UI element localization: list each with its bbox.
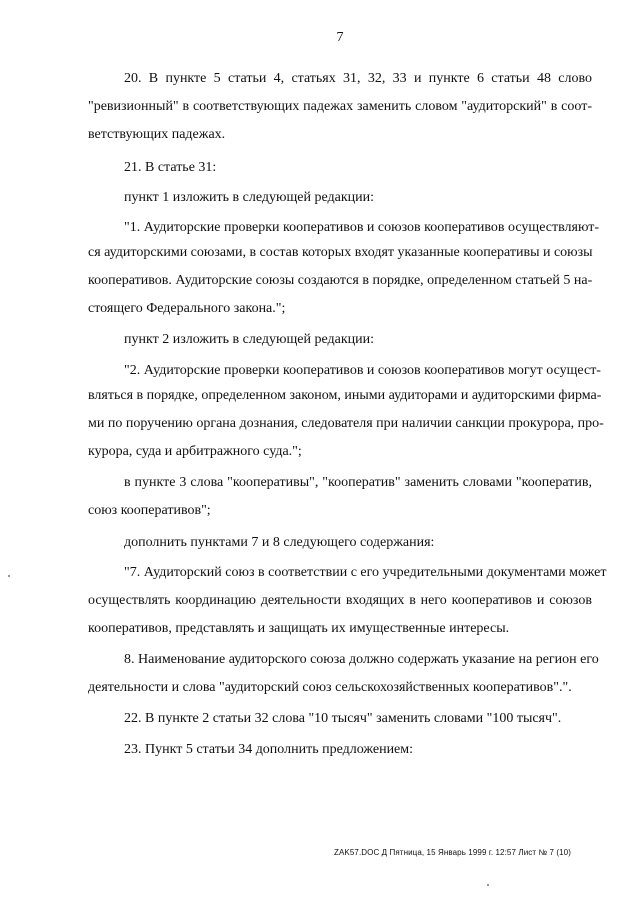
- text-line: вляться в порядке, определенном законом, иными аудиторами и аудиторскими фирма-: [88, 388, 602, 403]
- text-line: курора, суда и арбитражного суда.";: [88, 444, 302, 459]
- text-line: 20. В пункте 5 статьи 4, статьях 31, 32, 33 и пункте 6 статьи 48 слово: [124, 71, 592, 86]
- text-line: союз кооперативов";: [88, 503, 211, 518]
- text-line: пункт 1 изложить в следующей редакции:: [124, 190, 374, 205]
- scan-speck: [487, 884, 489, 886]
- text-line: пункт 2 изложить в следующей редакции:: [124, 332, 374, 347]
- text-line: дополнить пунктами 7 и 8 следующего содержания:: [124, 535, 435, 550]
- text-line: кооперативов, представлять и защищать их имущественные интересы.: [88, 621, 510, 636]
- text-line: "ревизионный" в соответствующих падежах заменить словом "аудиторский" в соот-: [88, 99, 592, 114]
- text-line: "1. Аудиторские проверки кооперативов и союзов кооперативов осуществляют-: [124, 220, 599, 235]
- text-line: стоящего Федерального закона.";: [88, 301, 286, 316]
- scan-speck: [8, 575, 10, 577]
- page-number: 7: [336, 30, 344, 45]
- text-line: 21. В статье 31:: [124, 160, 217, 175]
- text-line: ветствующих падежах.: [88, 127, 226, 142]
- document-footer: ZAK57.DOC Д Пятница, 15 Январь 1999 г. 12:57 Лист № 7 (10): [334, 848, 571, 857]
- text-line: осуществлять координацию деятельности входящих в него кооперативов и союзов: [88, 593, 592, 608]
- text-line: "7. Аудиторский союз в соответствии с его учредительными документами может: [124, 565, 607, 580]
- text-line: 23. Пункт 5 статьи 34 дополнить предложением:: [124, 742, 414, 757]
- text-line: 8. Наименование аудиторского союза должно содержать указание на регион его: [124, 652, 599, 667]
- text-line: в пункте 3 слова "кооперативы", "кооператив" заменить словами "кооператив,: [124, 475, 592, 490]
- text-line: деятельности и слова "аудиторский союз сельскохозяйственных кооперативов".".: [88, 680, 572, 695]
- text-line: 22. В пункте 2 статьи 32 слова "10 тысяч" заменить словами "100 тысяч".: [124, 711, 562, 726]
- text-line: "2. Аудиторские проверки кооперативов и союзов кооперативов могут осущест-: [124, 363, 601, 378]
- text-line: ся аудиторскими союзами, в состав которых входят указанные кооперативы и союзы: [88, 245, 593, 260]
- text-line: ми по поручению органа дознания, следователя при наличии санкции прокурора, про-: [88, 416, 604, 431]
- text-line: кооперативов. Аудиторские союзы создаются в порядке, определенном статьей 5 на-: [88, 273, 593, 288]
